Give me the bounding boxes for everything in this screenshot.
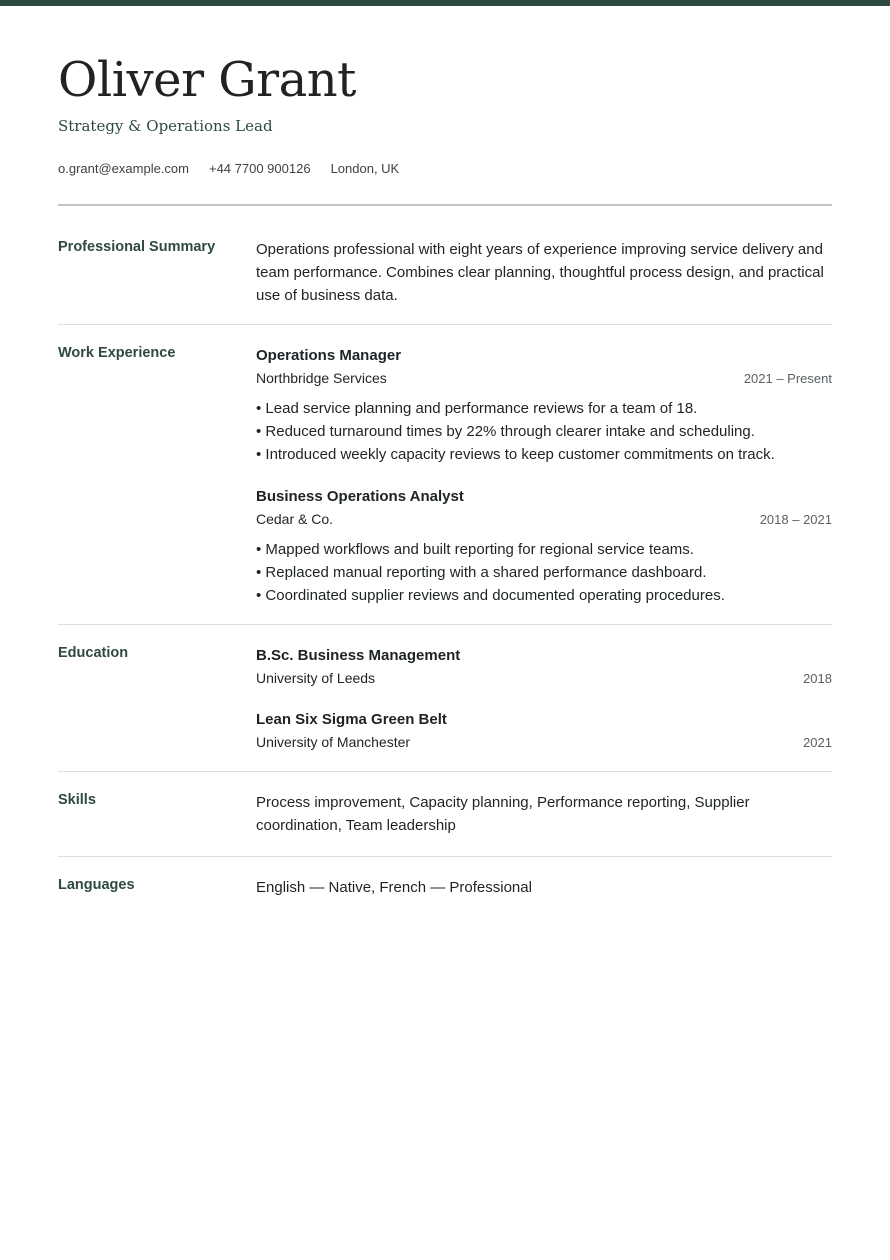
job-company: Northbridge Services: [256, 370, 387, 386]
section-label: Education: [58, 645, 129, 661]
education-year: 2021: [803, 735, 832, 750]
education-title: Lean Six Sigma Green Belt: [256, 711, 447, 728]
experience-list: [256, 344, 832, 607]
section-divider: [58, 856, 832, 857]
job-bullet: • Replaced manual reporting with a shared performance dashboard.: [256, 564, 707, 581]
candidate-name: Oliver Grant: [58, 52, 356, 108]
top-accent-bar: [0, 0, 890, 6]
section-label: Work Experience: [58, 345, 176, 361]
section-label: Skills: [58, 792, 96, 808]
job-bullets: [256, 397, 832, 466]
header-divider: [58, 204, 832, 206]
education-entry: [256, 644, 832, 690]
job-entry: [256, 485, 832, 607]
education-meta: [256, 667, 832, 690]
contact-phone: +44 7700 900126: [208, 161, 311, 176]
education-list: [256, 644, 832, 754]
job-dates: 2021 – Present: [743, 371, 832, 386]
job-company: Cedar & Co.: [256, 511, 334, 527]
job-title: Operations Manager: [256, 347, 402, 364]
contact-email: o.grant@example.com: [58, 161, 189, 176]
job-bullet: • Coordinated supplier reviews and documented operating procedures.: [256, 587, 725, 604]
job-entry: [256, 344, 832, 466]
job-bullet: • Reduced turnaround times by 22% through clearer intake and scheduling.: [256, 423, 755, 440]
section-label: Professional Summary: [58, 239, 216, 255]
languages-text: English — Native, French — Professional: [256, 879, 532, 896]
job-bullet: • Lead service planning and performance reviews for a team of 18.: [256, 400, 698, 417]
contact-info: [58, 161, 399, 178]
education-meta: [256, 731, 832, 754]
education-entry: [256, 708, 832, 754]
job-bullets: [256, 538, 832, 607]
education-year: 2018: [803, 671, 832, 686]
education-school: University of Manchester: [256, 734, 411, 750]
job-title: Business Operations Analyst: [256, 488, 464, 505]
contact-location: London, UK: [330, 161, 400, 176]
job-meta: [256, 367, 832, 390]
skills-text: Process improvement, Capacity planning, Performance reporting, Supplier coordination, Team leadership: [256, 794, 750, 834]
section-divider: [58, 324, 832, 325]
job-bullet: • Introduced weekly capacity reviews to keep customer commitments on track.: [256, 446, 775, 463]
section-divider: [58, 624, 832, 625]
education-school: University of Leeds: [256, 670, 376, 686]
job-bullet: • Mapped workflows and built reporting for regional service teams.: [256, 541, 694, 558]
job-meta: [256, 508, 832, 531]
candidate-headline: Strategy & Operations Lead: [58, 117, 273, 135]
education-title: B.Sc. Business Management: [256, 647, 461, 664]
summary-text: Operations professional with eight years of experience improving service delivery and team performance. Combines clear planning, thoughtful process design, and practical use of business data.: [256, 241, 824, 304]
section-label: Languages: [58, 877, 135, 893]
job-dates: 2018 – 2021: [759, 512, 832, 527]
section-divider: [58, 771, 832, 772]
